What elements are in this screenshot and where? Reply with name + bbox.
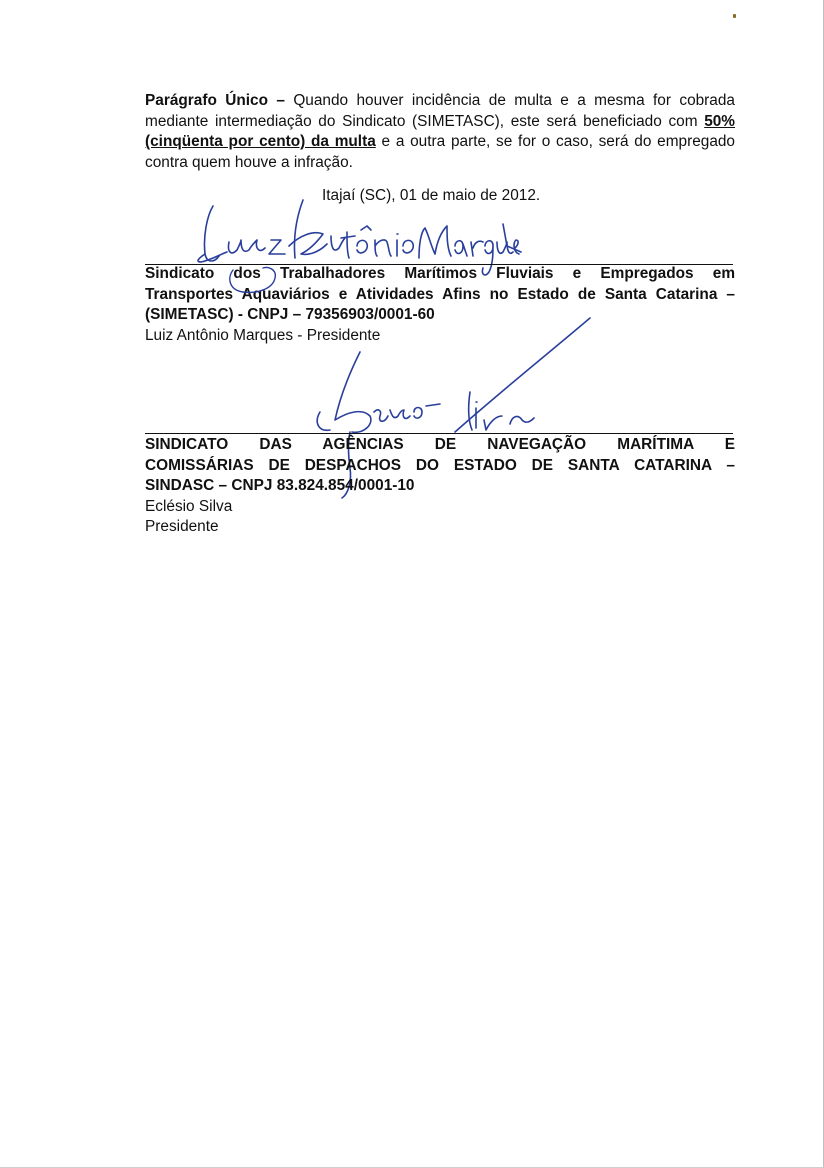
paragrafo-unico	[145, 91, 735, 173]
paragraph-text-before: Quando houver incidência de multa e a mesma for cobrada mediante intermediação do Sindicato (SIMETASC), este será beneficiado com	[145, 92, 735, 130]
signatory-1-org-line-1: Sindicato dos Trabalhadores Marítimos Fluviais e Empregados em	[145, 265, 735, 282]
signatory-2-org-line-2: COMISSÁRIAS DE DESPACHOS DO ESTADO DE SANTA CATARINA –	[145, 456, 735, 474]
signatory-1-org-line-2: Transportes Aquaviários e Atividades Afins no Estado de Santa Catarina –	[145, 285, 735, 303]
signatory-2-role: Presidente	[145, 518, 219, 535]
signature-line-2	[145, 433, 733, 434]
paragraph-label: Parágrafo Único –	[145, 92, 285, 109]
signatory-2-org-line-1: SINDICATO DAS AGÊNCIAS DE NAVEGAÇÃO MARÍTIMA E	[145, 436, 735, 453]
signatory-2-name: Eclésio Silva	[145, 497, 233, 515]
signatory-1-org-line-3: (SIMETASC) - CNPJ – 79356903/0001-60	[145, 306, 435, 323]
scan-speck	[733, 14, 736, 18]
paragraph-text-after: e a outra parte, se for o caso, será do empregado contra quem houve a infração.	[145, 133, 735, 171]
paragraph-emphasis: 50% (cinqüenta por cento) da multa	[145, 112, 735, 150]
signatory-2-block	[145, 435, 735, 538]
signatory-1-person: Luiz Antônio Marques - Presidente	[145, 326, 381, 344]
signature-circle-mark	[225, 264, 285, 296]
date-line: Itajaí (SC), 01 de maio de 2012.	[322, 187, 541, 204]
signatory-2-org-line-3: SINDASC – CNPJ 83.824.854/0001-10	[145, 477, 415, 494]
